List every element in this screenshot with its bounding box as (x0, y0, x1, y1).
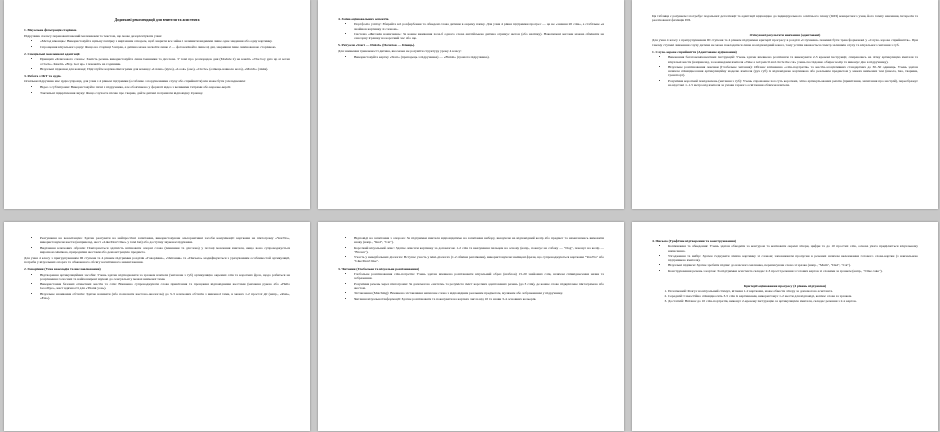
list-item: • Використовуйте картку «Start» (прапорець з підручника) — «Finish» (грамота підручника). (354, 55, 604, 59)
list-item: • Спрощення візуального ряду: Якщо на сторінці 5 вправ, а дитина може засвоїти лише 2 — фотокопіюйте лише ці дві, закривши інше ламінованою сторінкою. (40, 45, 290, 49)
paragraph: Підручник 4 класу перенавантажений малюнками та текстом, що може дезорієнтувати учня: (24, 33, 162, 38)
list-item: • Короткий візуальний опис: Здатне описати картинку за допомогою 1-2 слів та вказування пальцем на основу (напр., показує на собаку — "Dog", показує на колір — "Brown"). (354, 246, 604, 255)
bullet-list (338, 272, 604, 301)
paragraph: Для учня 4 класу з пригрупуванням ІІІ ступеня та 4 рівнем підтримки критерії прогресу в розділі «Слухання» повинні бути трансформовані у «Слухо-зорове сприйняття». При такому ступені зниження слуху дитина не може покладатися лише на відповідний канал, тому успіхи вважається спектр залишків слуху та візуального читання з губ. (652, 38, 918, 47)
list-item: • Відтворення артикуляційних засобів: Учень здатен відтворювати за зразком вчителя (читаючи з губ) артикуляцію окремих слів та коротких фраз, щодо робиться на розрізнення голосних та найпоширені звукові до сенсуальні у межах вивченої теми. (40, 273, 290, 282)
document-page-5 (318, 222, 624, 431)
list-item: • Візуальні підказки для команд: Підготуйте картки-піктограми для команд: «Listen» (вухо), «Look» (око), «Circle» (олівець навколо кола), «Match» (лінія). (40, 67, 290, 71)
list-item: • Копіювання та обведення: Учень здатен обводити за контуром та копіювати окремі літери, цифри та до 10 простих слів, основа увага приділяється візуальному написанню. (668, 244, 918, 253)
list-item: 1. Початковий: Реагує на візуальний стимул, вітання 1-2 картками, може обвести літеру за допомогою асистента. (668, 289, 918, 293)
section-heading: 5. Ритуали «Start — Finish» (Початок — Кінець). (338, 43, 416, 48)
section-heading: 1. Слухо-зорове сприйняття (Адаптоване аудіювання) (652, 49, 737, 54)
list-item: • Виконання багатокомпонентних інструкцій: Учень здатен впевнено розпізнати та виконувати 2-3 крокові інструкції, спираючись на чітку артикуляцію вчителя та візуальні жести (наприклад, за командами вчителя «Take a red pencil and circle the cat» учень послідовно обирає колір та виконує дію в підручнику). (668, 55, 918, 64)
list-item: 2. Середній: Самостійно співвідносить 3-5 слів із картинками, використовує 1-2 жести для відповіді, копіює слова за зразком. (668, 294, 918, 298)
list-item: • Візуальне називання об'єктів: Здатне називати (або позначати жестово-аналогом) до 3–5 ключових об'єктів з вивченої теми, в межах 1-2 простої дії (напр., «Run», «Eat»). (40, 292, 290, 301)
bullet-list (24, 39, 290, 49)
list-item: • Узгодження та вибір: Здатен з'єднувати лінією картинку зі словом; заповнювати пропуски в речених шляхом вклеювання готового слова-картки (з навчальною підтримкою вчителя). (668, 254, 918, 263)
section-heading: 2. Спеціальні мовленнєві адаптації. (24, 51, 81, 56)
section-heading: 2. Говоріння (Усна взаємодія та висловлювання) (24, 267, 101, 272)
list-item: • Конструювання речень з карток: За підтримки асистента складає 2-3 прості речення з готових карток зі словами за зразком (напр., "I like cake"). (668, 269, 918, 273)
document-page-1 (4, 0, 310, 209)
section-heading: Очікувані результати навчання (адаптовані) (749, 33, 821, 38)
list-item: • Розуміння короткий повідомлень (читання з губ): Учень спроможне хоч суть коротких, чітко артикульованих реплік (привітання, запитання про настрій), переображує на відстані 1–1.5 метра від вчителя за умови гарного освітлення обличчя вчителя. (668, 79, 918, 88)
bullet-list (24, 57, 290, 71)
list-item: • Портфоліо успіху: Збирайте всі розфарбовки та обведені слова дитини в окрему папку. Для учня 4 рівня підтримки прогрес — це не «знання 20 слів», а стабільне «я знайшов картинку зі словом». (354, 22, 604, 31)
list-item: • Відповіді на запитання з опорою: За підтримки вчителя відповідатиме на запитання вибору, вказуючи на відповідний колір або предмет та намагаючись вимовити назву (напр., "Red", "Cat"). (354, 236, 604, 245)
section-heading: 4. Зміна оцінювальних аспектів. (338, 17, 390, 21)
list-item: • Зіставлення (Matching): Впевнено зіставляння написане слово з відповідним реальним предметом, муляжем або зображенням у підручнику. (354, 291, 604, 295)
bullet-list (24, 236, 290, 254)
bullet-list (652, 55, 918, 87)
section-heading: Критерії оцінювання прогресу (4 рівень підтримки) (743, 283, 827, 288)
document-page-6 (632, 222, 938, 431)
list-item: 3. Достатній: Впізнає до 10 слів-портретів, виконує 2-крокову інструкцію за артикуляцією вчителя, складає речення з 2-х карток. (668, 299, 918, 303)
section-heading: 3. Читання (Глобальне та візуальне розпізнавання) (338, 266, 420, 271)
section-heading: 4. Письмо (Графічне відтворення та конструювання) (652, 239, 737, 243)
list-item: • «Метод віконця»: Використовуйте щільну папірку з вирізаним отвором, щоб закрити все зайве і залишити видимим лише одне завдання або одну картинку. (40, 39, 290, 43)
list-item: • Читання візуальної інформації: Здатне розпізнавати та показувати на картках числа від 10 та назви 3-4 основних кольорів. (354, 297, 604, 301)
numbered-list (652, 289, 918, 304)
paragraph: Для учня 4 класу з пригрупуванням ІІІ ступеня та 4 рівнем підтримки розділів «Говоріння», «Читання» та «Письмо» модифікуються з урахуванням особливостей артикуляції, потреби у візуальних опорах та обмеженого обсягу когнітивного навантаження. (24, 255, 290, 264)
document-page-3 (632, 0, 938, 209)
page-title: Додаткові рекомендації для вчителя та асистента (114, 18, 200, 22)
section-heading: 1. Візуальна фільтрація сторінки. (24, 28, 78, 33)
paragraph: Оскільки підручник має аудіосупровід, для учня з 4 рівнем підтримки (особливо з порушеннями слуху або сприйняття) він може бути ускладненим: (24, 79, 246, 84)
bullet-list (338, 22, 604, 40)
list-item: • Візуальне розпізнавання лексики (Глобальне читання): Обізнає впізнанню «слів-портретів» та жестів-асоціативних стандартних до 30–50 одиниць. Учень здатен шляхом співвіднесення артикуляційну моделю вчителя (рух губ) із відповідною картинкою або реальним предметом у межах вивчених тем (школа, їжа, тварини, транспорт). (668, 65, 918, 78)
list-item: • Візуальні підписи: Здатне зробити підпис до власного малюнка, переписуючи слово зі зразка (напр., "Mum", "Dad", "Cat"). (668, 263, 918, 267)
list-item: • Розуміння речень через піктограми: За допомогою «читати» та розумієте зміст коротких адаптованих речень (до 3 слів), де кожне слово підкріплене піктограмою або жестом. (354, 282, 604, 291)
list-item: • Відео з субтитрами: Використовуйте пісні з підручника, але обов'язково у форматі відео з великими титрами або караоке-версії. (40, 85, 290, 89)
list-item: • Використання базових етикетних жестів та слів: Впевнено супроводжувати слова привітання та прощання відповідними жестами (махання рукою або «Hello Goodbye», жест вдячності для «Thank you»). (40, 282, 290, 291)
bullet-list (338, 236, 604, 264)
list-item: • Принцип «Ключового слова»: Замість речень використовуйте лише іменники та дієслова. У темі про розпорядок дня (Module 2) не кажіть «The boy gets up at seven o'clock». Кажіть «Boy. Get up» і покажіть на годинник. (40, 57, 290, 66)
bullet-list (24, 273, 290, 301)
bullet-list (652, 244, 918, 273)
bullet-list (24, 85, 290, 95)
list-item: • Тактильні підкріплення звуку: Якщо слухаєте пісню про тварин, дайте дитині потримати відповідну іграшку. (40, 91, 290, 95)
list-item: • Виділення ключових образів: Повторюється здатність впізнавати опорні слова (іменники та дієслова) у потоці мовлення вчителя, якщо воно супроводжується виразною мімікою, природніми жестами або демонстрацією предмета. (40, 246, 290, 255)
list-item: • Система «Жетонів намагання»: За кожне вживання хоча-б одного слова англійською дитина отримує жетон (або наліпку). Накопичені жетони можна обміняти на сенсорну іграшку на короткий час або ще. (354, 32, 604, 41)
bullet-list (338, 55, 604, 59)
paragraph: Для зниження тривожності дитина, яка може не розуміти структуру уроку 4 класу: (338, 48, 462, 53)
paragraph: Ця таблиця є рахунком і потребує подальшої деталізації та адаптації відповідно до індивідуального освітнього плану (ІОП) конкретного учня, його темпу навчання, інтересів та реалізованої фахівців ПП. (652, 14, 918, 23)
list-item: • Глобальне розпізнавання слів-потретів: Учень здатен впевнено розпізнавати візуальний образ (шаблон) 15-20 знайомих слів, шляхом співвіднесення назви та зображення. (354, 272, 604, 281)
document-page-2 (318, 0, 624, 209)
list-item: • Реагування на вокалізацію: Здатен реагувати на найпростіші запитання, використовуючи альтернативні засоби комунікації: картками на піктограму «Yes/No», використовуючи жести (наприклад, жест «Like/Don't like» у темі їжі) або доступну звуконаслідування. (40, 236, 290, 245)
list-item: • Участь у невербальних діалогах: Вступає участь у міні-діалогах (1-2 обміни репліками), використовуючи заміщені фрази, що супроводжуються картками "Yes/No" або "Like/Don't like". (354, 255, 604, 264)
section-heading: 3. Робота з ІКТ та аудіо. (24, 74, 62, 79)
document-page-4 (4, 222, 310, 431)
